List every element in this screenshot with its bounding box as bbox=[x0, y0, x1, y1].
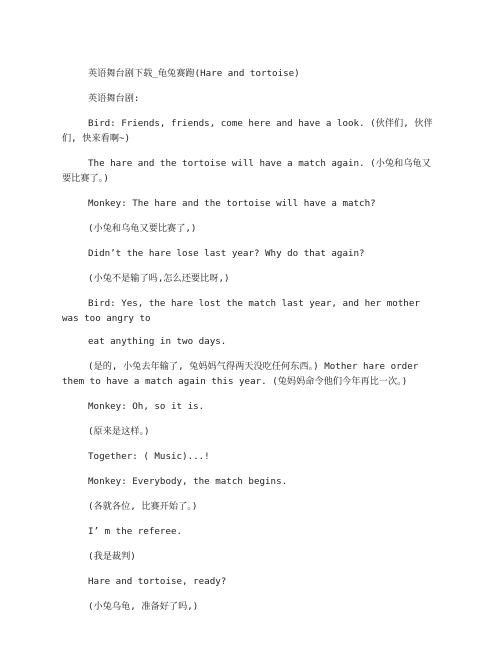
translation-line: (各就各位, 比赛开始了。) bbox=[88, 501, 198, 512]
dialogue-line: eat anything in two days. bbox=[88, 336, 227, 347]
translation-line: (小兔不是输了吗,怎么还要比呀,) bbox=[88, 273, 230, 284]
dialogue-line: Monkey: Everybody, the match begins. bbox=[88, 476, 288, 487]
dialogue-line: Bird: Yes, the hare lost the match last year, and her mother was too angry to bbox=[62, 298, 420, 324]
translation-line: (我是裁判) bbox=[88, 551, 136, 562]
translation-line: (小兔乌龟, 准备好了吗,) bbox=[88, 601, 199, 612]
dialogue-line: The hare and the tortoise will have a match again. (小兔和乌龟又要比赛了。) bbox=[62, 158, 431, 184]
dialogue-line: Monkey: The hare and the tortoise will have a match? bbox=[88, 198, 376, 209]
document-body bbox=[62, 66, 434, 624]
translation-line: (是的, 小兔去年输了, 兔妈妈气得两天没吃任何东西。) Mother hare order them to have a match again this year. (兔妈妈命令他们今年再比一次。) bbox=[62, 361, 419, 387]
dialogue-line: Together: ( Music)...! bbox=[88, 451, 210, 462]
translation-line: (小兔和乌龟又要比赛了,) bbox=[88, 223, 197, 234]
translation-line: (原来是这样。) bbox=[88, 426, 150, 437]
section-label: 英语舞台剧: bbox=[88, 93, 140, 104]
dialogue-line: I’ m the referee. bbox=[88, 526, 183, 537]
document-title: 英语舞台剧下载_龟兔赛跑(Hare and tortoise) bbox=[88, 68, 300, 79]
dialogue-line: Didn’t the hare lose last year? Why do that again? bbox=[88, 248, 365, 259]
dialogue-line: Bird: Friends, friends, come here and have a look. (伙伴们, 伙伴们, 快来看啊~) bbox=[62, 118, 433, 144]
dialogue-line: Monkey: Oh, so it is. bbox=[88, 401, 205, 412]
dialogue-line: Hare and tortoise, ready? bbox=[88, 576, 227, 587]
